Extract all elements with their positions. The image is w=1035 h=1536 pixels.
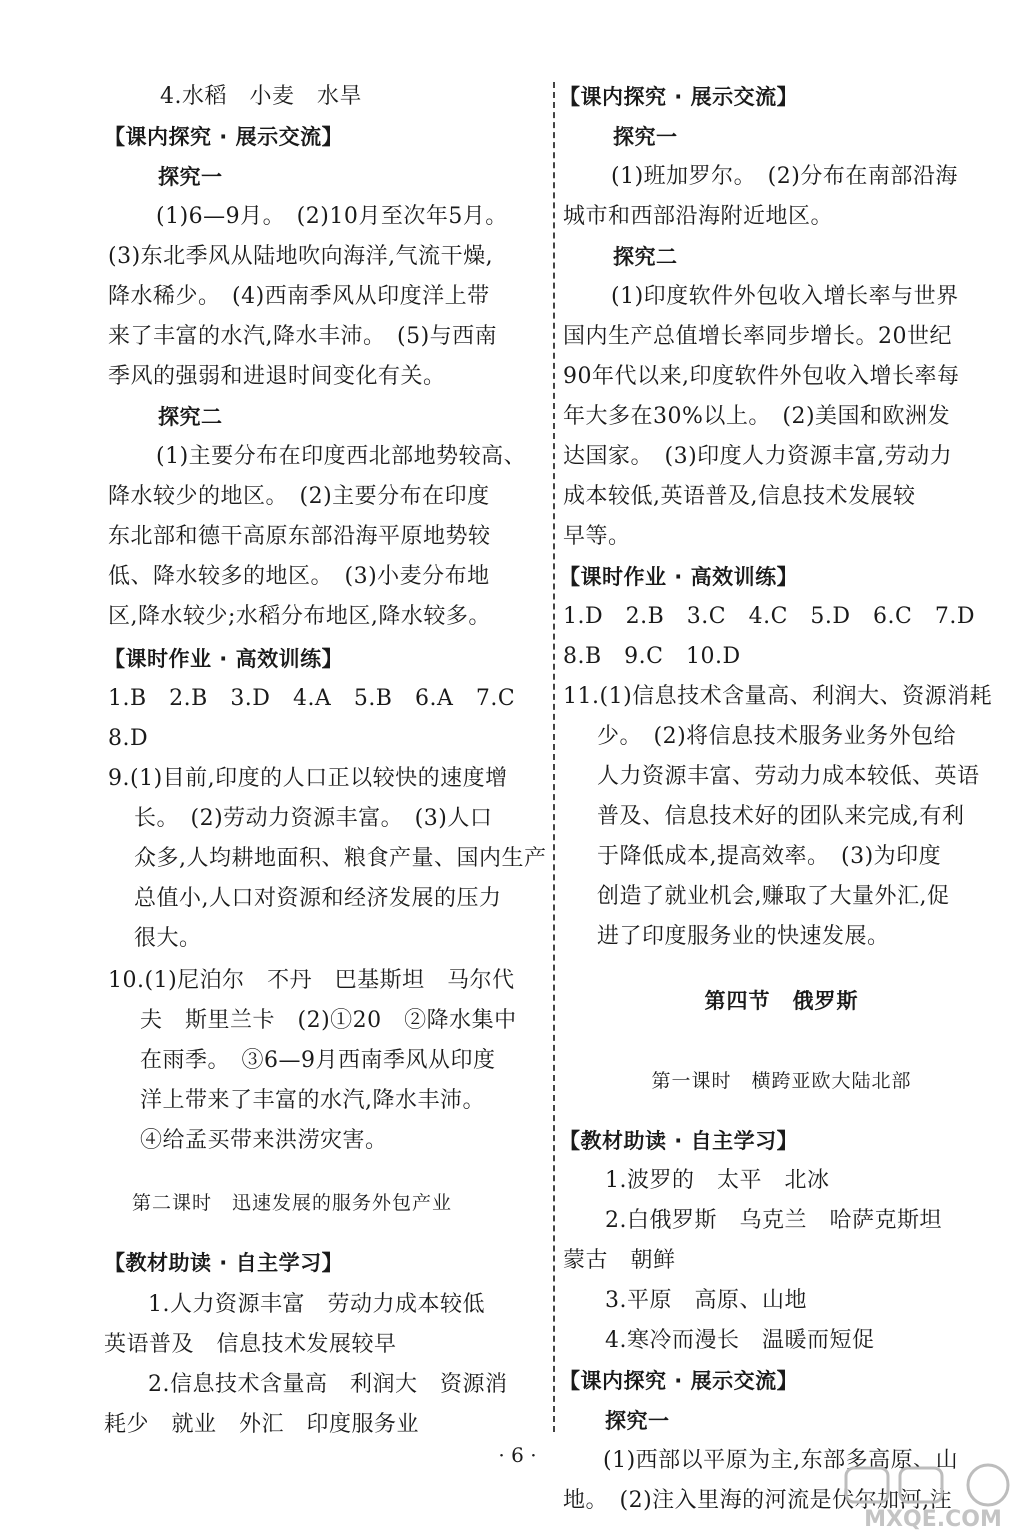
right-line-24: 【教材助读 · 自主学习】 [559,1129,799,1153]
right-line-30: 【课内探究 · 展示交流】 [559,1369,799,1393]
left-line-8: 探究二 [158,405,223,429]
left-line-21: 很大。 [134,926,202,951]
left-line-11: 东北部和德干高原东部沿海平原地势较 [108,524,491,549]
right-line-1: 探究一 [613,125,678,149]
left-line-10: 降水较少的地区。 (2)主要分布在印度 [108,484,490,509]
right-line-4: 探究二 [613,245,678,269]
right-line-26: 2.白俄罗斯 乌克兰 哈萨克斯坦 [605,1208,942,1233]
left-line-12: 低、降水较多的地区。 (3)小麦分布地 [108,564,490,589]
right-line-14: 8.B 9.C 10.D [563,644,741,669]
left-line-7: 季风的强弱和进退时间变化有关。 [108,364,446,389]
left-line-4: (3)东北季风从陆地吹向海洋,气流干燥, [108,244,494,269]
left-line-5: 降水稀少。 (4)西南季风从印度洋上带 [108,284,490,309]
right-line-2: (1)班加罗尔。 (2)分布在南部沿海 [611,164,958,189]
page-number: · 6 · [498,1443,537,1467]
right-line-22: 第四节 俄罗斯 [704,989,859,1013]
left-line-28: 【教材助读 · 自主学习】 [104,1251,344,1275]
right-line-0: 【课内探究 · 展示交流】 [559,85,799,109]
right-line-9: 达国家。 (3)印度人力资源丰富,劳动力 [563,444,953,469]
watermark-text: MXQE.COM [864,1507,1002,1532]
right-line-10: 成本较低,英语普及,信息技术发展较 [563,484,916,509]
left-line-24: 在雨季。 ③6—9月西南季风从印度 [140,1048,496,1073]
left-line-13: 区,降水较少;水稻分布地区,降水较多。 [108,604,491,629]
right-line-7: 90年代以来,印度软件外包收入增长率每 [563,364,960,389]
left-line-19: 众多,人均耕地面积、粮食产量、国内生产 [134,846,547,871]
right-line-11: 早等。 [563,524,631,549]
left-line-0: 4.水稻 小麦 水旱 [160,84,362,109]
left-line-14: 【课时作业 · 高效训练】 [104,647,344,671]
right-line-6: 国内生产总值增长率同步增长。20世纪 [563,324,952,349]
left-line-16: 8.D [108,726,149,751]
left-line-15: 1.B 2.B 3.D 4.A 5.B 6.A 7.C [108,686,516,711]
right-line-21: 进了印度服务业的快速发展。 [597,924,890,949]
left-line-26: ④给孟买带来洪涝灾害。 [140,1128,388,1153]
watermark-logo [838,1462,1028,1532]
right-line-13: 1.D 2.B 3.C 4.C 5.D 6.C 7.D [563,604,976,629]
right-line-18: 普及、信息技术好的团队来完成,有利 [597,804,965,829]
left-line-20: 总值小,人口对资源和经济发展的压力 [134,886,502,911]
right-line-27: 蒙古 朝鲜 [563,1248,676,1273]
right-line-8: 年大多在30%以上。 (2)美国和欧洲发 [563,404,951,429]
left-line-2: 探究一 [158,165,223,189]
left-line-25: 洋上带来了丰富的水汽,降水丰沛。 [140,1088,485,1113]
right-line-28: 3.平原 高原、山地 [605,1288,807,1313]
left-line-22: 10.(1)尼泊尔 不丹 巴基斯坦 马尔代 [108,968,515,993]
left-line-6: 来了丰富的水汽,降水丰沛。 (5)与西南 [108,324,498,349]
left-line-1: 【课内探究 · 展示交流】 [104,125,344,149]
left-line-9: (1)主要分布在印度西北部地势较高、 [156,444,527,469]
right-line-16: 少。 (2)将信息技术服务业务外包给 [597,724,957,749]
right-line-3: 城市和西部沿海附近地区。 [563,204,834,229]
right-line-33: 地。 (2)注入里海的河流是伏尔加河,注 [563,1488,953,1513]
left-line-29: 1.人力资源丰富 劳动力成本较低 [148,1292,485,1317]
left-line-23: 夫 斯里兰卡 (2)①20 ②降水集中 [140,1008,517,1033]
column-divider [553,82,555,1432]
right-line-32: (1)西部以平原为主,东部多高原、山 [603,1448,959,1473]
right-line-31: 探究一 [605,1409,670,1433]
left-line-17: 9.(1)目前,印度的人口正以较快的速度增 [108,766,508,791]
right-line-20: 创造了就业机会,赚取了大量外汇,促 [597,884,950,909]
left-line-31: 2.信息技术含量高 利润大 资源消 [148,1372,508,1397]
right-line-19: 于降低成本,提高效率。 (3)为印度 [597,844,942,869]
right-line-29: 4.寒冷而漫长 温暖而短促 [605,1328,875,1353]
right-line-5: (1)印度软件外包收入增长率与世界 [611,284,959,309]
right-line-23: 第一课时 横跨亚欧大陆北部 [651,1070,912,1092]
left-line-30: 英语普及 信息技术发展较早 [104,1332,397,1357]
right-line-17: 人力资源丰富、劳动力成本较低、英语 [597,764,980,789]
left-line-32: 耗少 就业 外汇 印度服务业 [104,1412,420,1437]
left-line-27: 第二课时 迅速发展的服务外包产业 [132,1192,453,1214]
right-line-25: 1.波罗的 太平 北冰 [605,1168,830,1193]
left-line-18: 长。 (2)劳动力资源丰富。 (3)人口 [134,806,493,831]
right-line-15: 11.(1)信息技术含量高、利润大、资源消耗 [563,684,993,709]
right-line-12: 【课时作业 · 高效训练】 [559,565,799,589]
left-line-3: (1)6—9月。 (2)10月至次年5月。 [156,204,508,229]
